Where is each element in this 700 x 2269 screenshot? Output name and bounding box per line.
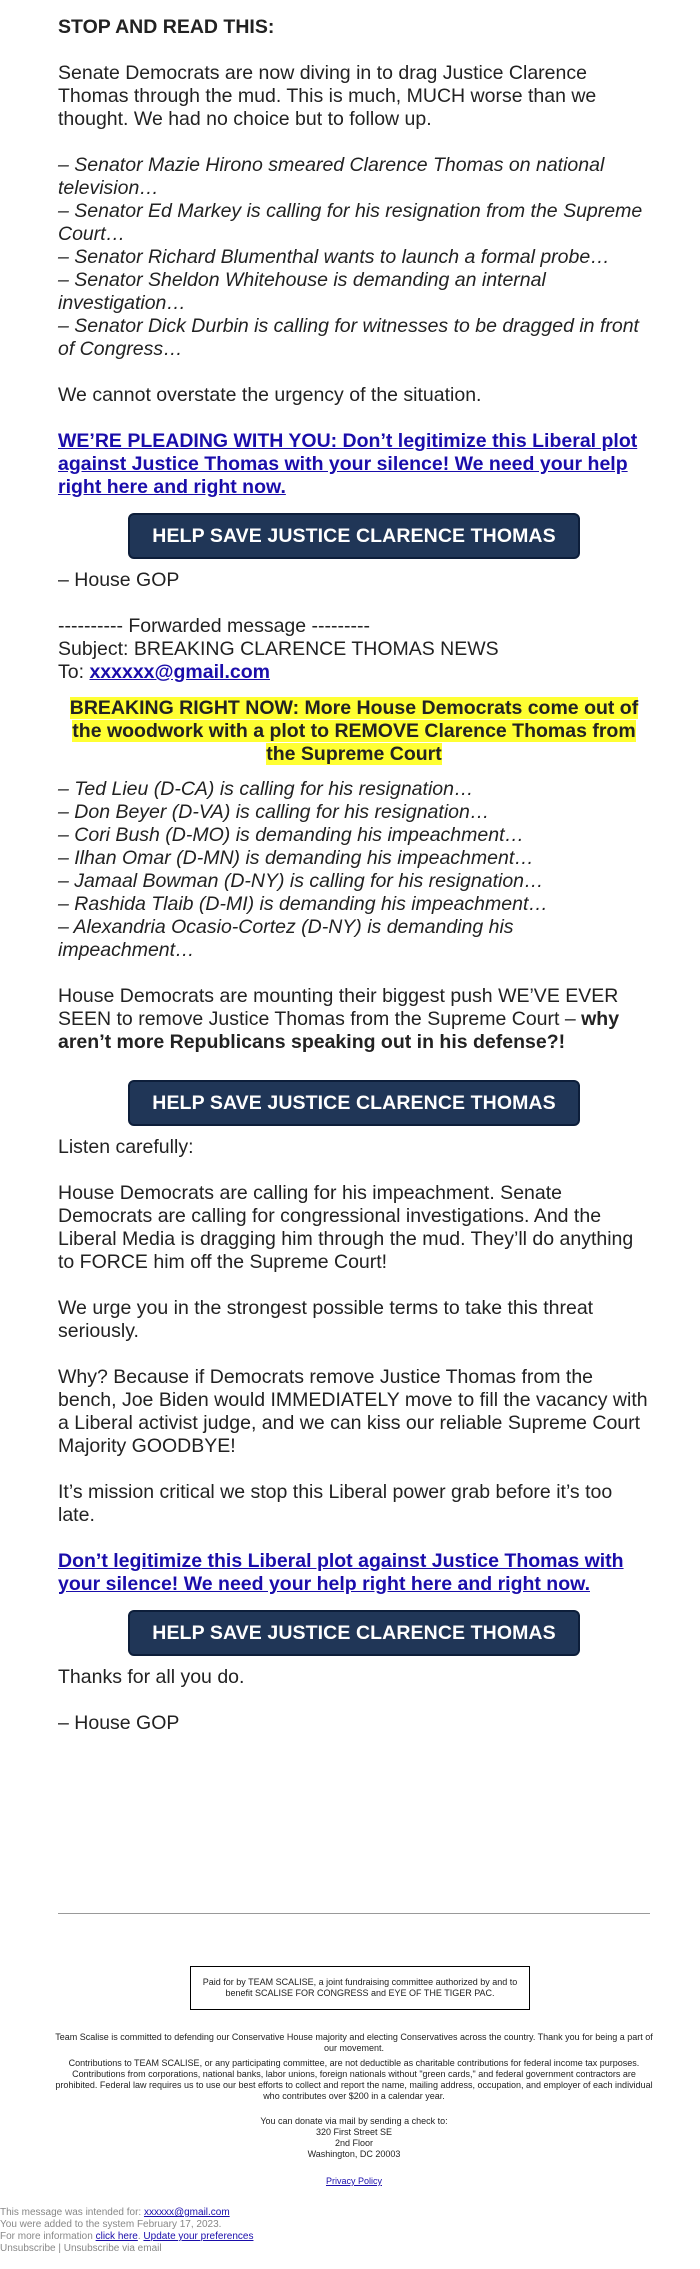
unsubscribe-link[interactable]: Unsubscribe (0, 2243, 56, 2254)
address-line-3: Washington, DC 20003 (307, 2149, 401, 2159)
senator-item: – Senator Richard Blumenthal wants to launch a formal probe… (58, 246, 610, 268)
member-item: – Ilhan Omar (D-MN) is demanding his impeachment… (58, 847, 534, 869)
breaking-headline (58, 697, 650, 766)
legal-disclaimer: Contributions to TEAM SCALISE, or any participating committee, are not deductible as charitable contributions for federal income tax purposes. Contributions from corporations, national banks, labor unions, foreign nationals without "green cards," and federal government contractors are prohibited. Federal law requires us to use our best efforts to collect and report the name, mailing address, occupation, and employer of each individual who contributes over $200 in a calendar year. (55, 2058, 653, 2101)
update-preferences-link[interactable]: Update your preferences (143, 2231, 254, 2242)
senator-item: – Senator Ed Markey is calling for his resignation from the Supreme Court… (58, 200, 643, 245)
help-save-button-1[interactable]: HELP SAVE JUSTICE CLARENCE THOMAS (128, 513, 579, 559)
urge-paragraph: We urge you in the strongest possible terms to take this threat seriously. (58, 1297, 594, 1342)
privacy-policy-link[interactable]: Privacy Policy (325, 2176, 382, 2186)
added-date-text: You were added to the system February 17, 2023. (0, 2219, 222, 2230)
intro-paragraph: Senate Democrats are now diving in to drag Justice Clarence Thomas through the mud. This is much, MUCH worse than we thought. We had no choice but to follow up. (58, 62, 597, 130)
member-item: – Jamaal Bowman (D-NY) is calling for his resignation… (58, 870, 544, 892)
unsubscribe-email-link[interactable]: Unsubscribe via email (63, 2243, 162, 2254)
push-bold: why aren’t more Republicans speaking out in his defense?! (58, 1008, 620, 1053)
push-paragraph (58, 985, 650, 1054)
house-member-list (58, 778, 650, 962)
mission-text: Team Scalise is committed to defending our Conservative House majority and electing Conservatives across the country. Thank you for being a part of our movement. (55, 2032, 653, 2053)
senator-item: – Senator Mazie Hirono smeared Clarence Thomas on national television… (58, 154, 605, 199)
click-here-link[interactable]: click here (95, 2231, 138, 2242)
senator-list (58, 154, 650, 361)
signoff-house-gop: – House GOP (58, 569, 180, 591)
help-save-button-2[interactable]: HELP SAVE JUSTICE CLARENCE THOMAS (128, 1080, 579, 1126)
forward-to-label: To: (58, 661, 85, 683)
senator-item: – Senator Sheldon Whitehouse is demanding an internal investigation… (58, 269, 546, 314)
forwarded-header (58, 615, 650, 684)
link-separator: | (58, 2243, 61, 2254)
subscription-info: This message was intended for: xxxxxx@gmail.com You were added to the system February 17, 2023. For more information click here. Update your preferences Unsubscribe | Unsubscribe via email (0, 2207, 254, 2254)
impeachment-paragraph: House Democrats are calling for his impeachment. Senate Democrats are calling for congressional investigations. And the Liberal Media is dragging him through the mud. They’ll do anything to FORCE him off the Supreme Court! (58, 1182, 634, 1273)
forward-line: ---------- Forwarded message --------- (58, 615, 370, 637)
thanks-text: Thanks for all you do. (58, 1666, 245, 1688)
paid-for-box: Paid for by TEAM SCALISE, a joint fundraising committee authorized by and to benefit SCALISE FOR CONGRESS and EYE OF THE TIGER PAC. (190, 1966, 530, 2010)
mail-address-block (50, 2116, 658, 2160)
intended-email-link[interactable]: xxxxxx@gmail.com (143, 2207, 230, 2218)
member-item: – Alexandria Ocasio-Cortez (D-NY) is demanding his impeachment… (58, 916, 514, 961)
breaking-highlight: BREAKING RIGHT NOW: More House Democrats come out of the woodwork with a plot to REMOVE Clarence Thomas from the Supreme Court (69, 697, 639, 765)
forward-to-email[interactable]: xxxxxx@gmail.com (89, 661, 270, 683)
legitimize-link[interactable]: Don’t legitimize this Liberal plot against Justice Thomas with your silence! We need your help right here and right now. (58, 1550, 624, 1595)
push-text: House Democrats are mounting their biggest push WE’VE EVER SEEN to remove Justice Thomas from the Supreme Court – (58, 985, 619, 1030)
urgency-text: We cannot overstate the urgency of the situation. (58, 384, 482, 406)
help-save-button-3[interactable]: HELP SAVE JUSTICE CLARENCE THOMAS (128, 1610, 579, 1656)
mail-intro: You can donate via mail by sending a check to: (260, 2116, 448, 2126)
address-line-1: 320 First Street SE (315, 2127, 393, 2137)
pleading-link[interactable]: WE’RE PLEADING WITH YOU: Don’t legitimize this Liberal plot against Justice Thomas with your silence! We need your help right here and right now. (58, 430, 638, 498)
member-item: – Don Beyer (D-VA) is calling for his resignation… (58, 801, 490, 823)
stop-heading: STOP AND READ THIS: (58, 16, 275, 38)
email-body (58, 16, 650, 1735)
member-item: – Cori Bush (D-MO) is demanding his impeachment… (58, 824, 525, 846)
address-line-2: 2nd Floor (334, 2138, 374, 2148)
mission-critical-paragraph: It’s mission critical we stop this Liberal power grab before it’s too late. (58, 1481, 613, 1526)
member-item: – Rashida Tlaib (D-MI) is demanding his impeachment… (58, 893, 548, 915)
forward-subject: Subject: BREAKING CLARENCE THOMAS NEWS (58, 638, 499, 660)
closing-signoff: – House GOP (58, 1712, 180, 1734)
intended-for-label: This message was intended for: (0, 2207, 142, 2218)
senator-item: – Senator Dick Durbin is calling for witnesses to be dragged in front of Congress… (58, 315, 639, 360)
footer-divider (58, 1913, 650, 1914)
member-item: – Ted Lieu (D-CA) is calling for his resignation… (58, 778, 474, 800)
why-paragraph: Why? Because if Democrats remove Justice Thomas from the bench, Joe Biden would IMMEDIATELY move to fill the vacancy with a Liberal activist judge, and we can kiss our reliable Supreme Court Majority GOODBYE! (58, 1366, 648, 1457)
listen-text: Listen carefully: (58, 1136, 194, 1158)
more-info-label: For more information (0, 2231, 93, 2242)
